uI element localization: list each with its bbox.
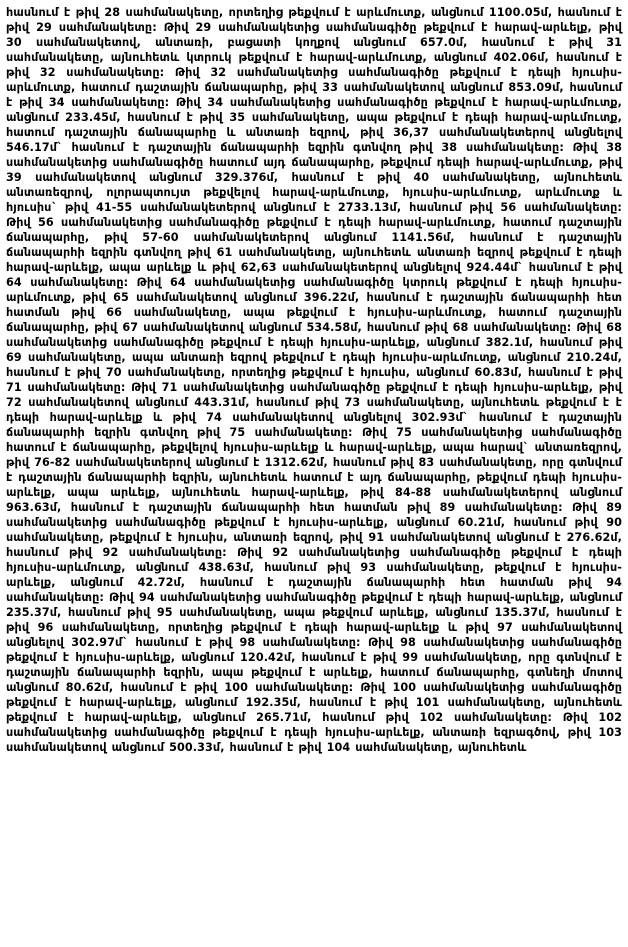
body-paragraph: հասնում է թիվ 28 սահմանակետը, որտեղից թեքվում է արևմուտք, անցնում 1100.05մ, հասնում է թիվ 29 սահմանակետը: Թիվ 29 սահմանակետից սահմանագիծը թեքվում է հարավ-արևելք, թիվ 30 սահմանակետով, անտառի, բացատի կողքով անցնում 657.0մ, հասնում է թիվ 31 սահմանակետը, այնուհետև կտրուկ թեքվում է հարավ-արևմուտք, անցնում 402.06մ, հասնում է թիվ 32 սահմանակետը: Թիվ 32 սահմանակետից սահմանագիծը թեքվում է դեպի հյուսիս-արևմուտք, հատում դաշտային ճանապարհը, թիվ 33 սահմանակետով անցնում 853.09մ, հասնում է թիվ 34 սահմանակետը: Թիվ 34 սահմանակետից սահմանագիծը թեքվում է հարավ-արևմուտք, անցնում 233.45մ, հասնում է թիվ 35 սահմանակետը, ապա թեքվում է դեպի հարավ-արևմուտք, հատում դաշտային ճանապարհը և անտառի եզրով, թիվ 36,37 սահմանակետերով անցնելով 546.17մ` հասնում է դաշտային ճանապարհի եզրին գտնվող թիվ 38 սահմանակետը: Թիվ 38 սահմանակետից սահմանագիծը հատում այդ ճանապարհը, թեքվում դեպի հարավ-արևմուտք, թիվ 39 սահմանակետով անցնում 329.376մ, հասնում է թիվ 40 սահմանակետը, այնուհետև անտառեզրով, ոլորապտույտ թեքվելով հարավ-արևմուտք, հյուսիս-արևմուտք, արևմուտք և հյուսիս` թիվ 41-55 սահմանակետերով անցնում է 2733.13մ, հասնում թիվ 56 սահմանակետը: Թիվ 56 սահմանակետից սահմանագիծը թեքվում է դեպի հարավ-արևմուտք, հատում դաշտային ճանապարհը, թիվ 57-60 սահմանակետերով անցնում 1141.56մ, հասնում է դաշտային ճանապարհի եզրին գտնվող թիվ 61 սահմանակետը, այնուհետև անտառի եզրով թեքվում է դեպի հարավ-արևելք, ապա արևելք և թիվ 62,63 սահմանակետերով անցնելով 924.44մ` հասնում է թիվ 64 սահմանակետը: Թիվ 64 սահմանակետից սահմանագիծը կտրուկ թեքվում է դեպի հյուսիս-արևմուտք, թիվ 65 սահմանակետով անցնում 396.22մ, հասնում է դաշտային ճանապարհի հետ հատման թիվ 66 սահմանակետը, ապա թեքվում է հյուսիս-արևմուտք, հատում դաշտային ճանապարհը, թիվ 67 սահմանակետով անցնում 534.58մ, հասնում թիվ 68 սահմանակետը: Թիվ 68 սահմանակետից սահմանագիծը թեքվում է դեպի հյուսիս-արևելք, անցնում 382.1մ, հասնում թիվ 69 սահմանակետը, ապա անտառի եզրով թեքվում է դեպի հյուսիս-արևմուտք, անցնում 210.24մ, հասնում է թիվ 70 սահմանակետը, որտեղից թեքվում է հյուսիս, անցնում 60.83մ, հասնում է թիվ 71 սահմանակետը: Թիվ 71 սահմանակետից սահմանագիծը թեքվում է դեպի հյուսիս-արևելք, թիվ 72 սահմանակետով անցնում 443.31մ, հասնում թիվ 73 սահմանակետը, այնուհետև թեքվում է է դեպի հարավ-արևելք և թիվ 74 սահմանակետով անցնելով 302.93մ` հասնում է դաշտային ճանապարհի եզրին գտնվող թիվ 75 սահմանակետը: Թիվ 75 սահմանակետից սահմանագիծը հատում է ճանապարհը, թեքվելով հյուսիս-արևելք և հարավ-արևելք, ապա հարավ` անտառեզրով, թիվ 76-82 սահմանակետերով անցնում է 1312.62մ, հասնում թիվ 83 սահմանակետը, որը գտնվում է դաշտային ճանապարհի եզրին, այնուհետև հատում է այդ ճանապարհը, թեքվում դեպի հյուսիս-արևելք, ապա արևելք, այնուհետև հարավ-արևելք, թիվ 84-88 սահմանակետերով անցնում 963.63մ, հասնում է դաշտային ճանապարհի հետ հատման թիվ 89 սահմանակետը: Թիվ 89 սահմանակետից սահմանագիծը թեքվում է հյուսիս-արևելք, անցնում 60.21մ, հասնում թիվ 90 սահմանակետը, թեքվում է հյուսիս, անտառի եզրով, թիվ 91 սահմանակետով անցնում է 276.62մ, հասնում թիվ 92 սահմանակետը: Թիվ 92 սահմանակետից սահմանագիծը թեքվում է դեպի հյուսիս-արևմուտք, անցնում 438.63մ, հասնում թիվ 93 սահմանակետը, թեքվում է հյուսիս-արևելք, անցնում 42.72մ, հասնում է դաշտային ճանապարհի հետ հատման թիվ 94 սահմանակետը: Թիվ 94 սահմանակետից սահմանագիծը թեքվում է դեպի հարավ-արևելք, անցնում 235.37մ, հասնում թիվ 95 սահմանակետը, ապա թեքվում արևելք, անցնում 135.37մ, հասնում է թիվ 96 սահմանակետը, որտեղից թեքվում է դեպի հարավ-արևելք և թիվ 97 սահմանակետով անցնելով 302.97մ` հասնում է թիվ 98 սահմանակետը: Թիվ 98 սահմանակետից սահմանագիծը թեքվում է հյուսիս-արևելք, անցնում 120.42մ, հասնում է թիվ 99 սահմանակետը, որը գտնվում է դաշտային ճանապարհի եզրին, ապա թեքվում է արևելք, հատում ճանապարհը, գտնեղի մոտով անցնում 80.62մ, հասնում է թիվ 100 սահմանակետը: Թիվ 100 սահմանակետից սահմանագիծը թեքվում է հարավ-արևելք, անցնում 192.35մ, հասնում է թիվ 101 սահմանակետը, այնուհետև թեքվում է հարավ-արևելք, անցնում 265.71մ, հասնում թիվ 102 սահմանակետը: Թիվ 102 սահմանակետից սահմանագիծը թեքվում է դեպի հյուսիս-արևելք, անտառի եզրագծով, թիվ 103 սահմանակետով անցնում 500.33մ, հասնում է թիվ 104 սահմանակետը, այնուհետև	[6, 6, 622, 754]
